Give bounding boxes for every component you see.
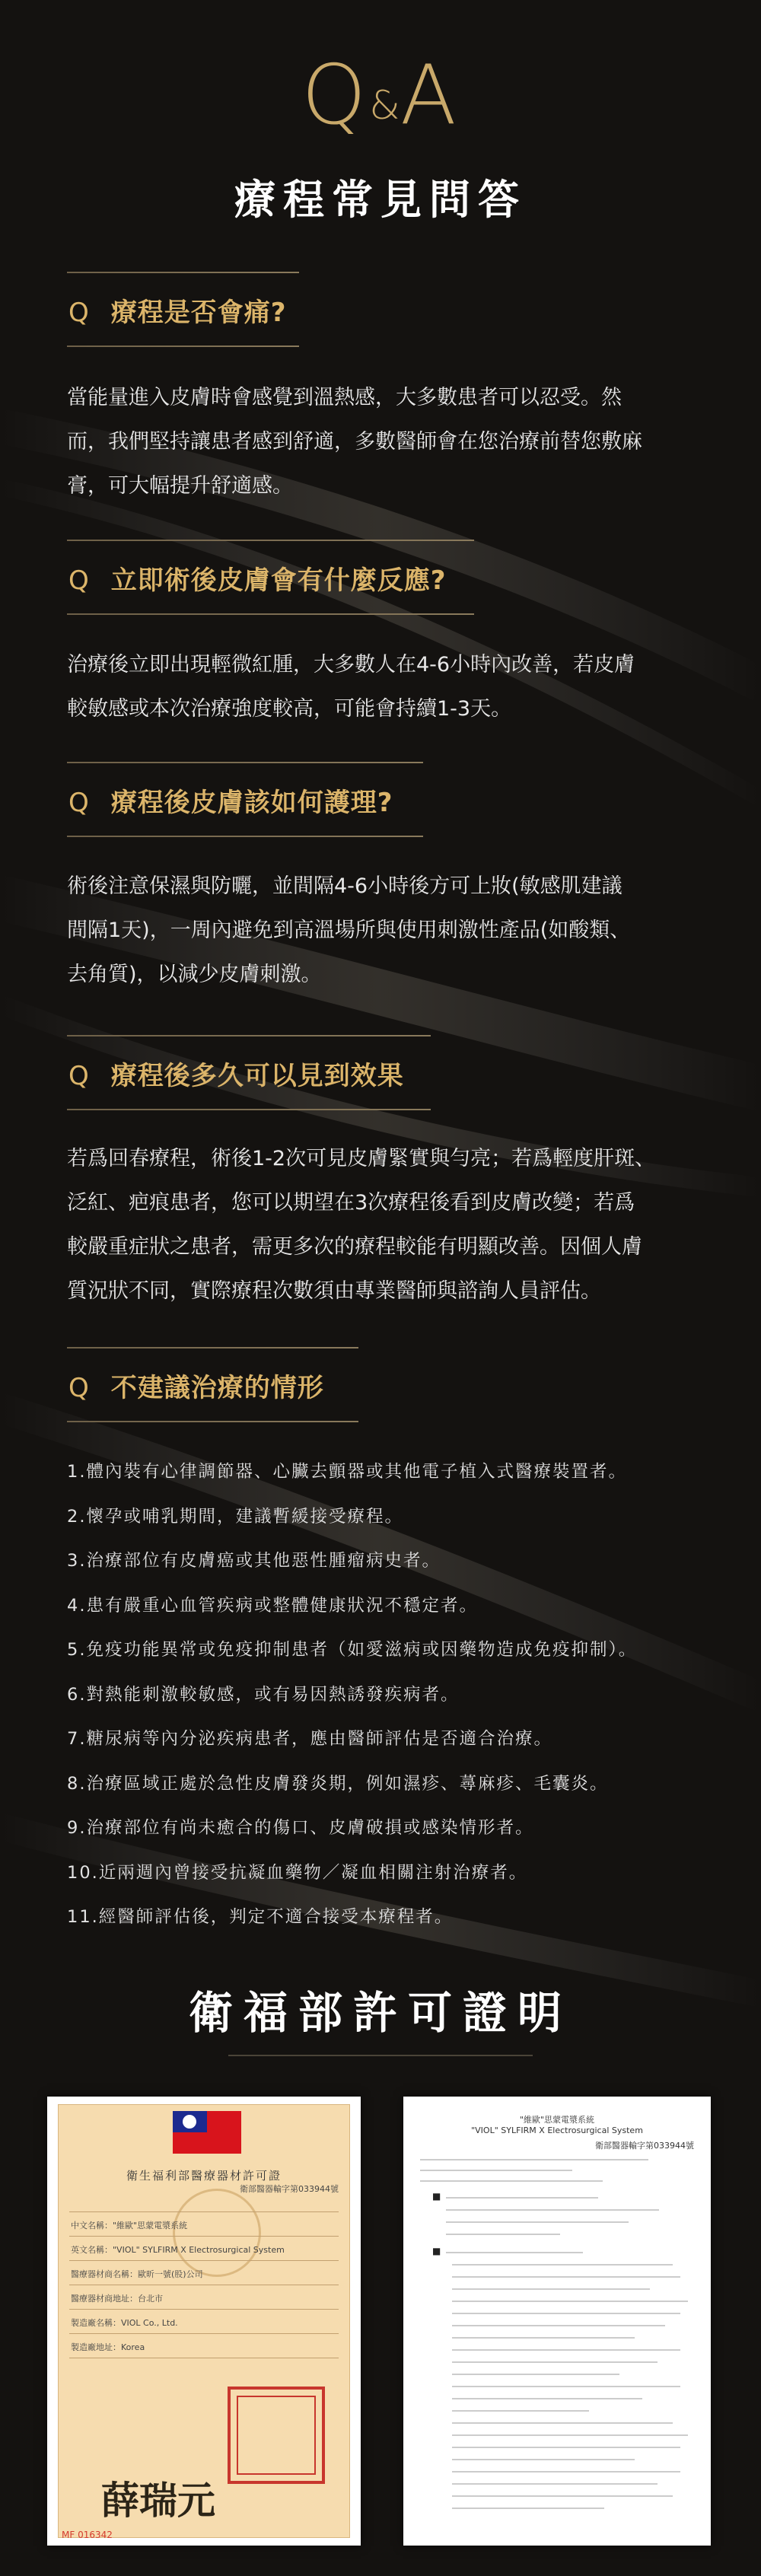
text-line <box>452 2398 642 2399</box>
text-line <box>446 2252 583 2253</box>
divider <box>67 1421 358 1422</box>
text-line <box>452 2374 619 2375</box>
question-text <box>67 1036 431 1109</box>
text-line <box>452 2483 658 2485</box>
text-line <box>452 2325 665 2326</box>
watermark-seal-icon <box>173 2189 261 2277</box>
list-item: 8.治療區域正處於急性皮膚發炎期，例如濕疹、蕁麻疹、毛囊炎。 <box>67 1773 609 1794</box>
question-label: 不建議治療的情形 <box>110 1373 324 1403</box>
answer-line: 質況狀不同，實際療程次數須由專業醫師與諮詢人員評估。 <box>67 1279 601 1303</box>
q-marker: Q <box>68 788 90 818</box>
text-line <box>452 2495 673 2497</box>
permit-section-title: 衛福部許可證明 <box>188 1987 572 2039</box>
list-item: 3.治療部位有皮膚癌或其他惡性腫瘤病史者。 <box>67 1551 441 1571</box>
text-line <box>452 2301 688 2302</box>
appendix-heading: "維歐"思蒙電漿系統 <box>519 2115 595 2125</box>
license-appendix-image <box>403 2097 711 2546</box>
list-item: 11.經醫師評估後，判定不適合接受本療程者。 <box>67 1907 454 1927</box>
list-item: 4.患有嚴重心血管疾病或整體健康狀況不穩定者。 <box>67 1595 478 1616</box>
appendix-subheading: "VIOL" SYLFIRM X Electrosurgical System <box>471 2125 643 2135</box>
flag-icon <box>173 2111 241 2154</box>
faq-question-5 <box>67 1347 358 1422</box>
faq-question-1 <box>67 272 299 347</box>
bullet-icon: ■ <box>432 2191 441 2202</box>
text-line <box>452 2361 658 2363</box>
qa-logo-a: A <box>400 48 460 143</box>
text-line <box>446 2197 598 2199</box>
answer-line: 若爲回春療程，術後1-2次可見皮膚緊實與勻亮；若爲輕度肝斑、 <box>67 1147 656 1170</box>
certificate-line: 製造廠地址：Korea <box>71 2342 145 2352</box>
answer-line: 間隔1天)，一周內避免到高溫場所與使用刺激性產品(如酸類、 <box>67 919 631 942</box>
question-label: 療程是否會痛? <box>110 298 287 328</box>
certificate-line: 醫療器材商地址：台北市 <box>71 2294 163 2304</box>
text-line <box>452 2264 673 2266</box>
text-line <box>452 2508 604 2509</box>
divider <box>69 2309 339 2310</box>
divider <box>69 2236 339 2237</box>
faq-question-4 <box>67 1035 431 1110</box>
license-certificate-image <box>47 2097 361 2546</box>
q-marker: Q <box>68 1373 90 1403</box>
text-line <box>452 2434 688 2436</box>
certificate-paper <box>58 2104 350 2538</box>
text-line <box>446 2221 629 2223</box>
question-label: 療程後皮膚該如何護理? <box>110 788 393 818</box>
text-line <box>452 2447 680 2448</box>
question-label: 療程後多久可以見到效果 <box>110 1061 404 1091</box>
question-text <box>67 273 299 345</box>
list-item: 5.免疫功能異常或免疫抑制患者（如愛滋病或因藥物造成免疫抑制）。 <box>67 1640 638 1660</box>
qa-logo <box>0 48 761 143</box>
divider <box>69 2333 339 2334</box>
answer-line: 較嚴重症狀之患者，需更多次的療程較能有明顯改善。因個人膚 <box>67 1235 642 1259</box>
divider <box>67 345 299 347</box>
text-line <box>420 2159 648 2160</box>
appendix-number: 衛部醫器輸字第033944號 <box>595 2141 694 2151</box>
certificate-line: 製造廠名稱：VIOL Co., Ltd. <box>71 2318 178 2328</box>
divider <box>67 836 423 837</box>
answer-line: 去角質)，以減少皮膚刺激。 <box>67 963 322 986</box>
list-item: 1.體內裝有心律調節器、心臟去顫器或其他電子植入式醫療裝置者。 <box>67 1462 627 1482</box>
faq-answer-1 <box>67 376 697 508</box>
text-line <box>446 2209 659 2211</box>
signature: 薛瑞元 <box>101 2478 215 2523</box>
answer-line: 術後注意保濕與防曬，並間隔4-6小時後方可上妝(敏感肌建議 <box>67 874 622 898</box>
text-line <box>452 2349 680 2351</box>
q-marker: Q <box>68 1061 90 1091</box>
question-text <box>67 1348 358 1421</box>
certificate-serial: MF 016342 <box>62 2530 113 2540</box>
faq-answer-3 <box>67 865 697 997</box>
divider <box>67 1109 431 1110</box>
text-line <box>420 2180 603 2182</box>
faq-answer-4 <box>67 1137 697 1313</box>
answer-line: 當能量進入皮膚時會感覺到溫熱感，大多數患者可以忍受。然 <box>67 386 622 409</box>
certificate-line: 英文名稱："VIOL" SYLFIRM X Electrosurgical System <box>71 2245 285 2255</box>
certificate-line: 中文名稱："維歐"思蒙電漿系統 <box>71 2221 188 2231</box>
text-line <box>452 2410 589 2412</box>
divider <box>69 2260 339 2261</box>
text-line <box>452 2422 673 2424</box>
qa-logo-q: Q <box>301 48 370 143</box>
bullet-icon: ■ <box>432 2246 441 2256</box>
q-marker: Q <box>68 565 90 596</box>
faq-question-3 <box>67 762 423 837</box>
page-title: 療程常見問答 <box>234 176 527 224</box>
faq-answer-2 <box>67 643 697 731</box>
list-item: 9.治療部位有尚未癒合的傷口、皮膚破損或感染情形者。 <box>67 1818 534 1838</box>
divider <box>69 2211 339 2212</box>
text-line <box>420 2170 572 2171</box>
divider <box>228 2055 533 2056</box>
answer-line: 較敏感或本次治療強度較高，可能會持續1-3天。 <box>67 697 512 721</box>
certificate-heading: 衛生福利部醫療器材許可證 <box>126 2169 282 2183</box>
certificate-line: 醫療器材商名稱：歐昕一號(股)公司 <box>71 2269 203 2279</box>
certificate-number: 衛部醫器輸字第033944號 <box>240 2184 339 2194</box>
question-text <box>67 541 474 613</box>
qa-logo-amp: & <box>369 83 400 129</box>
text-line <box>452 2313 680 2314</box>
text-line <box>452 2459 635 2460</box>
list-item: 6.對熱能刺激較敏感，或有易因熱誘發疾病者。 <box>67 1684 460 1705</box>
question-label: 立即術後皮膚會有什麼反應? <box>110 565 447 596</box>
answer-line: 而，我們堅持讓患者感到舒適，多數醫師會在您治療前替您敷麻 <box>67 430 642 454</box>
answer-line: 泛紅、疤痕患者，您可以期望在3次療程後看到皮膚改變；若爲 <box>67 1191 635 1215</box>
contraindication-list <box>67 1450 721 1940</box>
q-marker: Q <box>68 298 90 328</box>
list-item: 10.近兩週內曾接受抗凝血藥物／凝血相關注射治療者。 <box>67 1862 528 1883</box>
text-line <box>446 2234 560 2235</box>
divider <box>67 613 474 615</box>
answer-line: 治療後立即出現輕微紅腫，大多數人在4-6小時內改善，若皮膚 <box>67 653 635 677</box>
text-line <box>452 2276 680 2278</box>
text-line <box>452 2288 650 2290</box>
list-item: 2.懷孕或哺乳期間，建議暫緩接受療程。 <box>67 1506 403 1527</box>
official-stamp-icon <box>228 2387 325 2484</box>
text-line <box>452 2386 680 2387</box>
answer-line: 膏，可大幅提升舒適感。 <box>67 474 293 498</box>
faq-question-2 <box>67 540 474 615</box>
text-line <box>452 2471 680 2473</box>
list-item: 7.糖尿病等內分泌疾病患者，應由醫師評估是否適合治療。 <box>67 1729 552 1749</box>
question-text <box>67 763 423 836</box>
text-line <box>452 2337 635 2339</box>
